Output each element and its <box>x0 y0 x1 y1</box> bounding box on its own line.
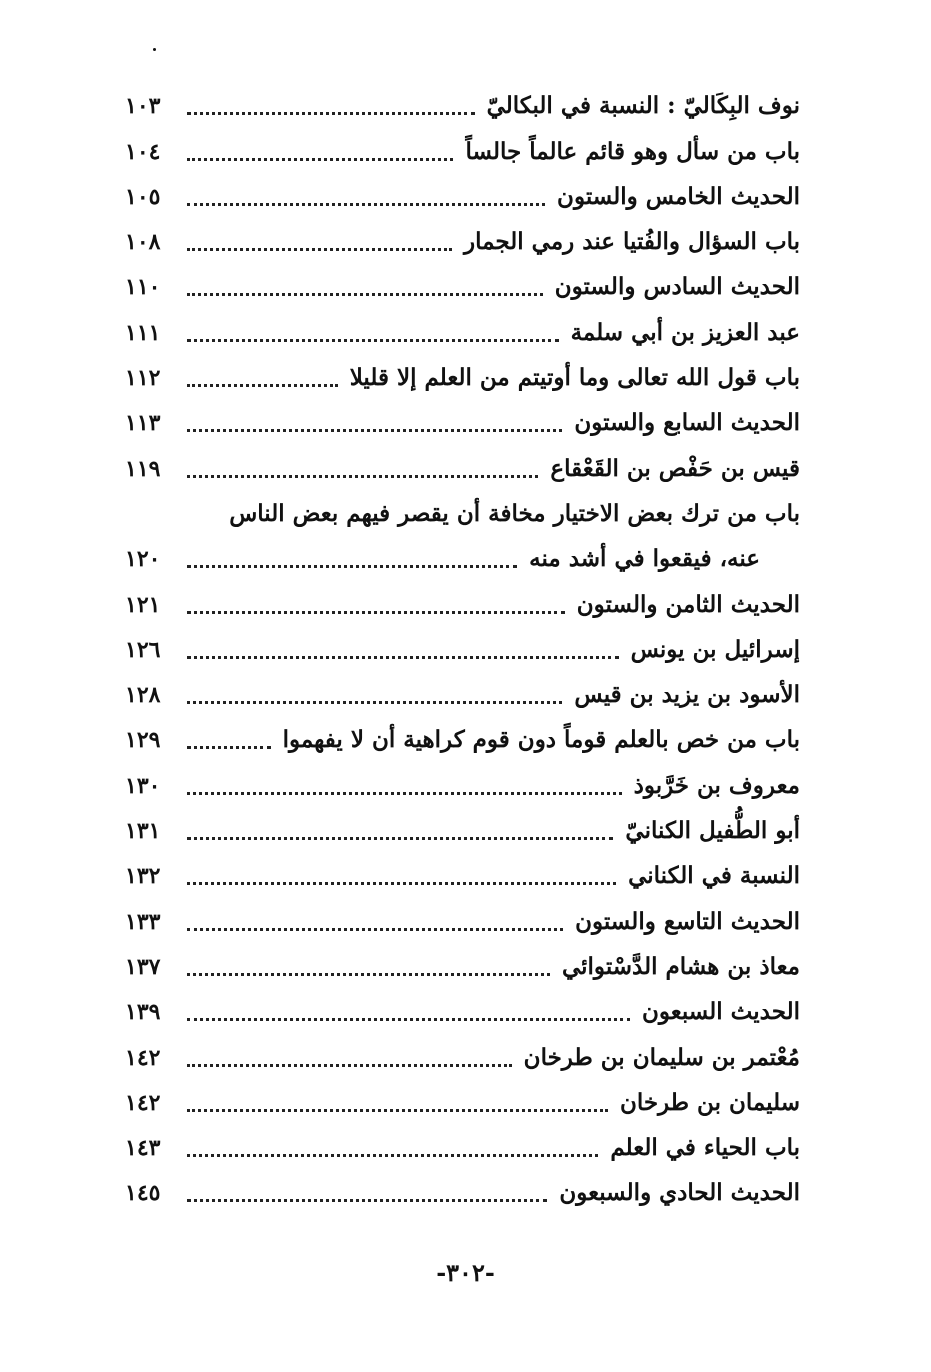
dot-leader <box>187 656 619 659</box>
toc-entry <box>125 624 800 669</box>
toc-entry-page: ١٢١ <box>125 591 161 618</box>
toc-entry <box>125 805 800 850</box>
toc-entry <box>125 941 800 986</box>
toc-entry-title: إسرائيل بن يونس <box>630 635 800 663</box>
toc-entry <box>125 261 800 306</box>
toc-entry-title: مُعْتمر بن سليمان بن طرخان <box>523 1043 800 1071</box>
toc-entry-page: ١٠٨ <box>125 229 161 256</box>
toc-entry-page: ١٢٩ <box>125 727 161 754</box>
toc-entry-title: الحديث الثامن والستون <box>576 590 800 618</box>
dot-leader <box>187 565 517 568</box>
toc-entry-page: ١٣١ <box>125 818 161 845</box>
dot-leader <box>187 475 538 478</box>
toc-entry <box>125 397 800 442</box>
toc-entry-page: ١٣٩ <box>125 999 161 1026</box>
toc-entry-title: الحديث السادس والستون <box>554 273 800 301</box>
toc-entry-title: باب الحياء في العلم <box>610 1134 800 1162</box>
toc-entry-title: معاذ بن هشام الدَّسْتوائي <box>561 952 800 980</box>
toc-entry-title: عبد العزيز بن أبي سلمة <box>570 318 800 346</box>
toc-entry-page: ١٠٣ <box>125 93 161 120</box>
toc-entry-page: ١١٢ <box>125 365 161 392</box>
dot-leader <box>187 973 550 976</box>
toc-entry-title: باب من سأل وهو قائم عالماً جالساً <box>465 137 800 165</box>
dot-leader <box>187 882 616 885</box>
print-speck <box>153 48 156 51</box>
dot-leader <box>187 837 613 840</box>
dot-leader <box>187 746 271 749</box>
toc-entry <box>125 352 800 397</box>
dot-leader <box>187 429 562 432</box>
toc-entry-page: ١٠٤ <box>125 138 161 165</box>
dot-leader <box>187 1064 512 1067</box>
dot-leader <box>187 701 562 704</box>
dot-leader <box>187 1199 547 1202</box>
toc-entry-title: باب من خص بالعلم قوماً دون قوم كراهية أن لا يفهموا <box>282 726 800 754</box>
toc-entry-title: معروف بن خَرَّبوذ <box>633 771 800 799</box>
toc-entry-title: الحديث السبعون <box>641 998 800 1026</box>
toc-entry-page: ١٣٠ <box>125 772 161 799</box>
dot-leader <box>187 928 563 931</box>
toc-entry-title: باب قول الله تعالى وما أوتيتم من العلم إلا قليلا <box>349 364 800 392</box>
toc-entry <box>125 669 800 714</box>
toc-entry-page: ١٢٨ <box>125 682 161 709</box>
toc-entry-page: ١١٠ <box>125 274 161 301</box>
dot-leader <box>187 1154 598 1157</box>
toc-entry <box>125 1077 800 1122</box>
toc-entry-title: الحديث التاسع والستون <box>575 907 800 935</box>
toc-entry <box>125 125 800 170</box>
toc-entry <box>125 306 800 351</box>
toc-entry-title: الحديث السابع والستون <box>574 409 800 437</box>
toc-entry-title: الحديث الحادي والسبعون <box>559 1179 800 1207</box>
toc-entry-page: ١١١ <box>125 319 161 346</box>
dot-leader <box>187 792 622 795</box>
toc-entry <box>125 850 800 895</box>
toc-entry <box>125 488 800 533</box>
toc-entry-page: ١٢٦ <box>125 636 161 663</box>
toc-entry-title: باب من ترك بعض الاختيار مخافة أن يقصر فيهم بعض الناس <box>229 499 800 527</box>
dot-leader <box>187 203 545 206</box>
dot-leader <box>187 293 543 296</box>
toc-entry <box>125 1031 800 1076</box>
toc-entry <box>125 895 800 940</box>
toc-entry-page: ١١٩ <box>125 455 161 482</box>
toc-entry-page: ١٤٣ <box>125 1135 161 1162</box>
toc-entry-title: النسبة في الكناني <box>628 862 800 890</box>
toc-entry <box>125 714 800 759</box>
toc-entry <box>125 533 800 578</box>
toc-entry-title: قيس بن حَفْص بن القَعْقاع <box>550 454 800 482</box>
toc-entry-title: باب السؤال والفُتيا عند رمي الجمار <box>463 228 800 256</box>
toc-entry-page: ١٤٢ <box>125 1089 161 1116</box>
toc-entry-title: أبو الطُّفيل الكنانيّ <box>625 817 800 845</box>
dot-leader <box>187 339 559 342</box>
toc-entry-page: ١٣٣ <box>125 908 161 935</box>
toc-entry-page: ١٤٥ <box>125 1180 161 1207</box>
page-number: -٣٠٢- <box>436 1258 495 1287</box>
toc-entry <box>125 1122 800 1167</box>
dot-leader <box>187 384 338 387</box>
toc-entry <box>125 442 800 487</box>
table-of-contents <box>125 80 800 1212</box>
toc-entry-page: ١٣٢ <box>125 863 161 890</box>
toc-entry <box>125 986 800 1031</box>
dot-leader <box>187 158 453 161</box>
toc-entry-page: ١٠٥ <box>125 183 161 210</box>
toc-entry <box>125 759 800 804</box>
dot-leader <box>187 1109 608 1112</box>
toc-entry-page: ١٣٧ <box>125 953 161 980</box>
toc-entry-title-continued: عنه، فيقعوا في أشد منه <box>529 545 760 573</box>
dot-leader <box>187 112 475 115</box>
toc-entry-page: ١١٣ <box>125 410 161 437</box>
toc-entry-page: ١٤٢ <box>125 1044 161 1071</box>
toc-entry <box>125 80 800 125</box>
dot-leader <box>187 611 565 614</box>
toc-entry-title: نوف البِكَاليّ : النسبة في البكاليّ <box>486 92 800 120</box>
toc-entry-title: سليمان بن طرخان <box>619 1088 800 1116</box>
toc-entry <box>125 578 800 623</box>
toc-entry <box>125 1167 800 1212</box>
toc-entry-title: الأسود بن يزيد بن قيس <box>574 681 800 709</box>
toc-entry <box>125 171 800 216</box>
toc-entry-title: الحديث الخامس والستون <box>557 182 800 210</box>
toc-entry-page: ١٢٠ <box>125 546 161 573</box>
toc-entry <box>125 216 800 261</box>
dot-leader <box>187 1018 630 1021</box>
dot-leader <box>187 248 452 251</box>
